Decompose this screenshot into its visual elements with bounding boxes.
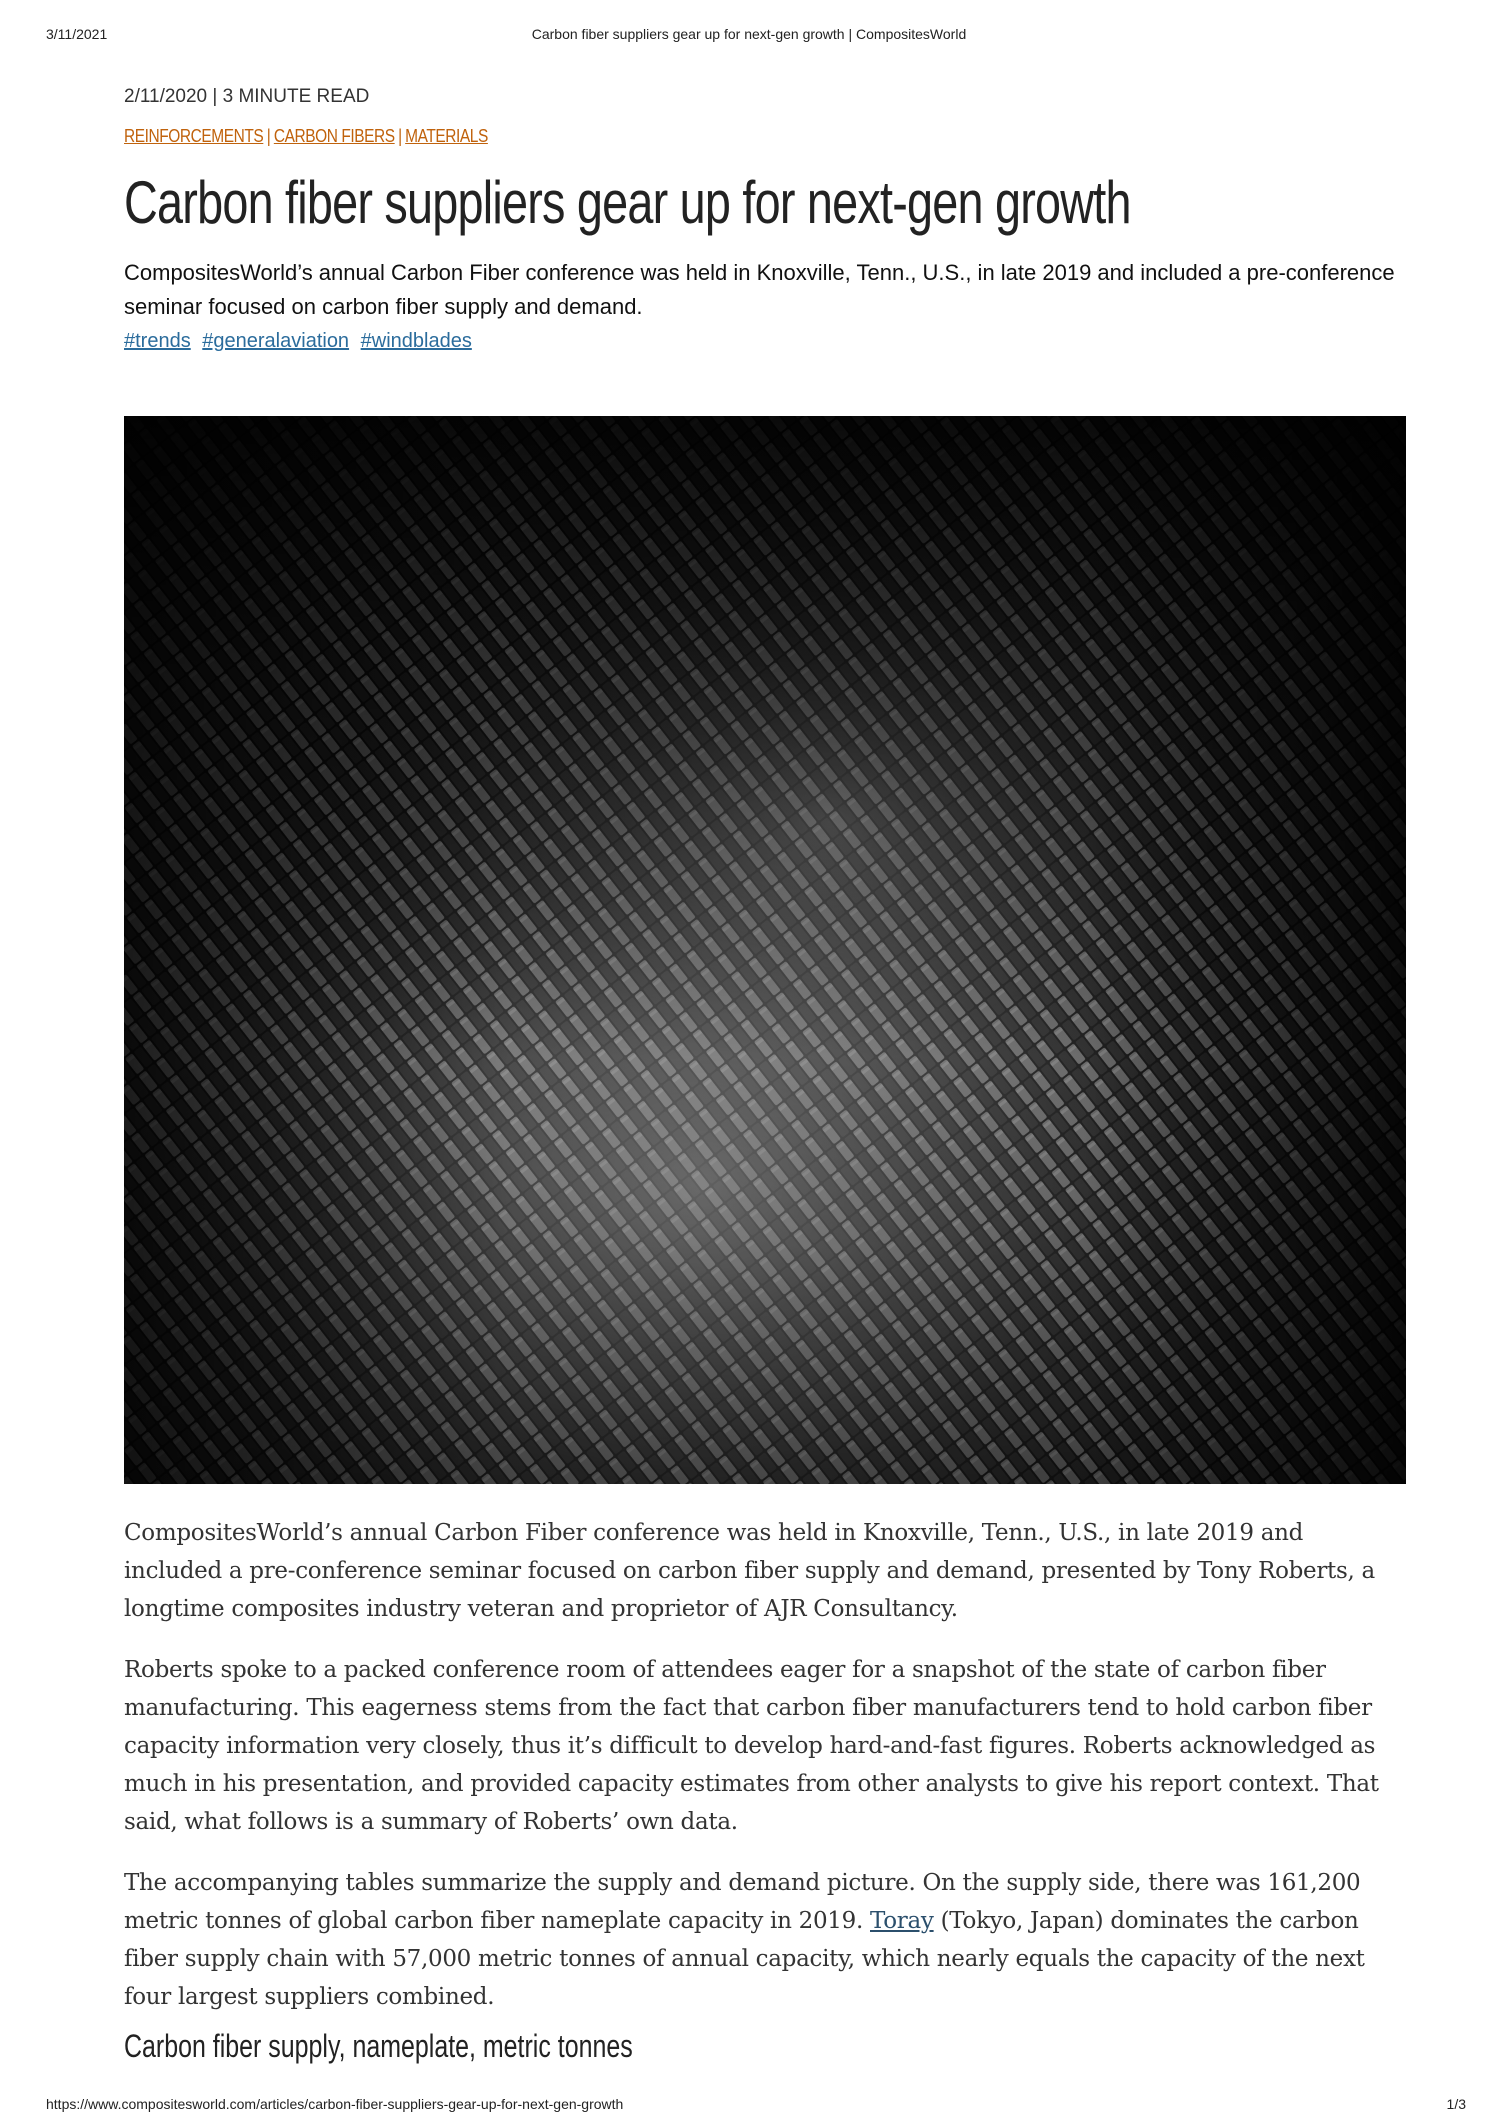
- body-paragraph-3-rest: (Tokyo, Japan) dominates the carbon fiber supply chain with 57,000 metric tonnes of annual capacity, which nearly equals the capacity of the next four largest suppliers combined.: [124, 1908, 1365, 2010]
- category-links: [124, 126, 488, 147]
- article-title: Carbon fiber suppliers gear up for next-gen growth: [124, 169, 1131, 236]
- body-paragraph-2: Roberts spoke to a packed conference room of attendees eager for a snapshot of the state of carbon fiber manufacturing. This eagerness stems from the fact that carbon fiber manufacturers tend to hold carbon fiber capacity information very closely, thus it’s difficult to develop hard-and-fast figures. Roberts acknowledged as much in his presentation, and provided capacity estimates from other analysts to give his report context. That said, what follows is a summary of Roberts’ own data.: [124, 1657, 1379, 1835]
- tag-links: [124, 330, 478, 353]
- body-paragraph-1: CompositesWorld’s annual Carbon Fiber conference was held in Knoxville, Tenn., U.S., in late 2019 and included a pre-conference seminar focused on carbon fiber supply and demand, presented by Tony Roberts, a longtime composites industry veteran and proprietor of AJR Consultancy.: [124, 1520, 1375, 1622]
- print-url: https://www.compositesworld.com/articles/carbon-fiber-suppliers-gear-up-for-next-gen-growth: [46, 2096, 624, 2112]
- carbon-fiber-weave-photo: [124, 416, 1406, 1484]
- section-heading: Carbon fiber supply, nameplate, metric tonnes: [124, 2028, 633, 2064]
- body-paragraph-3: [124, 1864, 1406, 2016]
- category-link-carbon-fibers[interactable]: CARBON FIBERS: [273, 126, 395, 146]
- print-header: [0, 0, 1498, 40]
- hero-image: [124, 416, 1406, 1484]
- body-paragraph-3-lead: The accompanying tables summarize the supply and demand picture. On the supply side, there was 161,200 metric tonnes of global carbon fiber nameplate capacity in 2019.: [124, 1870, 1361, 1934]
- article-meta: 2/11/2020 | 3 MINUTE READ: [124, 86, 370, 107]
- toray-link[interactable]: Toray: [870, 1908, 934, 1934]
- print-document-title: Carbon fiber suppliers gear up for next-gen growth | CompositesWorld: [531, 26, 967, 42]
- tag-link-trends[interactable]: #trends: [124, 330, 191, 352]
- category-link-reinforcements[interactable]: REINFORCEMENTS: [124, 126, 264, 146]
- print-date: 3/11/2021: [46, 26, 108, 42]
- tag-link-generalaviation[interactable]: #generalaviation: [202, 330, 350, 352]
- print-page-number: 1/3: [1446, 2096, 1466, 2112]
- category-separator: |: [266, 126, 271, 146]
- tag-link-windblades[interactable]: #windblades: [360, 330, 472, 352]
- category-link-materials[interactable]: MATERIALS: [405, 126, 488, 146]
- article-dek: CompositesWorld’s annual Carbon Fiber conference was held in Knoxville, Tenn., U.S., in late 2019 and included a pre-conference seminar focused on carbon fiber supply and demand.: [124, 260, 1395, 319]
- category-separator: |: [398, 126, 402, 146]
